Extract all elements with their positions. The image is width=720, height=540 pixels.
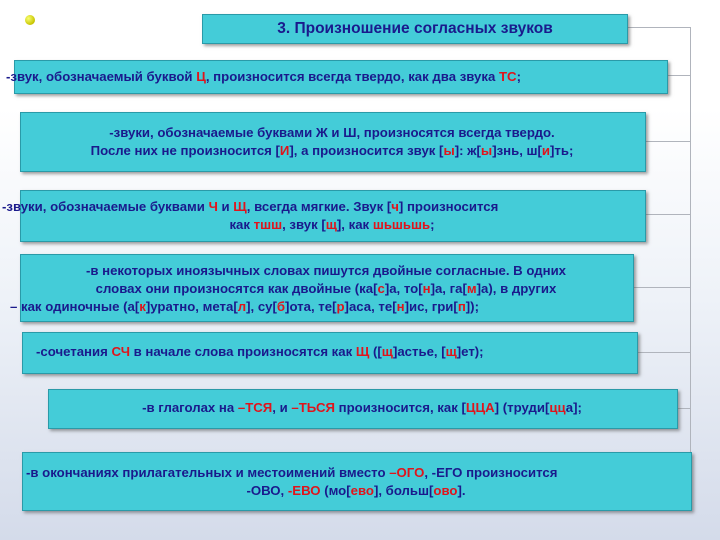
rule-text: После них не произносится [ bbox=[90, 143, 280, 158]
rule-text: ]ота, те[ bbox=[285, 299, 337, 314]
highlight-text: щ bbox=[381, 344, 393, 359]
highlight-text: к bbox=[139, 299, 146, 314]
rule-text: ]знь, ш[ bbox=[492, 143, 542, 158]
highlight-text: ово bbox=[433, 483, 458, 498]
highlight-text: ы bbox=[480, 143, 493, 158]
highlight-text: СЧ bbox=[111, 344, 130, 359]
highlight-text: Ч bbox=[208, 199, 218, 214]
rule-text: ([ bbox=[369, 344, 382, 359]
highlight-text: –ТСЯ bbox=[237, 400, 273, 415]
highlight-text: ы bbox=[443, 143, 455, 158]
rule-text: ]ет); bbox=[456, 344, 484, 359]
rule-line bbox=[20, 124, 644, 141]
highlight-text: н bbox=[396, 299, 405, 314]
rule-text: -в окончаниях прилагательных и местоимений вместо bbox=[26, 465, 390, 480]
rule-text: ]ис, гри[ bbox=[404, 299, 458, 314]
rule-text: , всегда мягкие. Звук [ bbox=[246, 199, 392, 214]
rule-line bbox=[20, 216, 644, 233]
slide-title: 3. Произношение согласных звуков bbox=[202, 14, 628, 44]
highlight-text: ТС bbox=[498, 69, 517, 84]
rule-text: ; bbox=[516, 69, 521, 84]
rule-text: ]. bbox=[457, 483, 466, 498]
rule-text: -звуки, обозначаемые буквами Ж и Ш, произносятся всегда твердо. bbox=[109, 125, 555, 140]
rule-text: (мо[ bbox=[320, 483, 351, 498]
connector-line bbox=[645, 214, 690, 215]
highlight-text: –ТЬСЯ bbox=[291, 400, 335, 415]
highlight-text: тшш bbox=[253, 217, 283, 232]
rule-text: -в глаголах на bbox=[142, 400, 238, 415]
rule-text: , произносится всегда твердо, как два звука bbox=[205, 69, 499, 84]
rule-line bbox=[22, 482, 690, 499]
connector-line bbox=[690, 27, 691, 465]
highlight-text: Щ bbox=[355, 344, 370, 359]
rule-text: – как одиночные (а[ bbox=[10, 299, 140, 314]
bullet-icon bbox=[25, 15, 35, 25]
rule-text: ]уратно, мета[ bbox=[145, 299, 238, 314]
highlight-text: п bbox=[457, 299, 466, 314]
rule-text: как bbox=[229, 217, 254, 232]
highlight-text: и bbox=[541, 143, 551, 158]
highlight-text: н bbox=[422, 281, 431, 296]
connector-line bbox=[633, 287, 690, 288]
rule-text: -ОВО, bbox=[246, 483, 288, 498]
rule-text: ], больш[ bbox=[373, 483, 434, 498]
rule-text: произносится, как [ bbox=[334, 400, 466, 415]
rule-text: -звук, обозначаемый буквой bbox=[6, 69, 197, 84]
rule-line bbox=[10, 142, 654, 159]
rule-text: и bbox=[217, 199, 234, 214]
rule-line bbox=[2, 198, 498, 215]
rule-text: ]а, то[ bbox=[384, 281, 423, 296]
highlight-text: щ bbox=[325, 217, 337, 232]
highlight-text: -ЕВО bbox=[287, 483, 321, 498]
rule-text: ] произносится bbox=[398, 199, 499, 214]
rule-text: ], как bbox=[336, 217, 373, 232]
rule-text: словах они произносятся как двойные (ка[ bbox=[95, 281, 378, 296]
rule-line bbox=[20, 262, 632, 279]
rule-line bbox=[10, 298, 479, 315]
rule-text: , -ЕГО произносится bbox=[424, 465, 558, 480]
rule-text: а]; bbox=[565, 400, 582, 415]
rule-line bbox=[36, 343, 484, 360]
rule-text: ]ть; bbox=[550, 143, 574, 158]
rule-text: ] (труди[ bbox=[494, 400, 550, 415]
rule-text: , и bbox=[272, 400, 292, 415]
rule-text: -сочетания bbox=[36, 344, 112, 359]
rule-line bbox=[6, 68, 521, 85]
rule-text: в начале слова произносятся как bbox=[129, 344, 356, 359]
rule-text: ]а), в других bbox=[476, 281, 557, 296]
rule-text: ]а, га[ bbox=[430, 281, 467, 296]
highlight-text: Ц bbox=[196, 69, 206, 84]
rule-text: ]аса, те[ bbox=[344, 299, 397, 314]
highlight-text: р bbox=[336, 299, 345, 314]
highlight-text: И bbox=[279, 143, 290, 158]
highlight-text: Щ bbox=[233, 199, 247, 214]
connector-line bbox=[628, 27, 690, 28]
rule-text: ]астье, [ bbox=[392, 344, 446, 359]
rule-text: ; bbox=[430, 217, 435, 232]
highlight-text: щ bbox=[445, 344, 457, 359]
rule-text: ]: ж[ bbox=[454, 143, 481, 158]
rule-text: , звук [ bbox=[282, 217, 326, 232]
rule-text: ]); bbox=[465, 299, 479, 314]
highlight-text: б bbox=[276, 299, 286, 314]
connector-line bbox=[637, 352, 690, 353]
rule-text: ], а произносится звук [ bbox=[289, 143, 444, 158]
rule-text: -звуки, обозначаемые буквами bbox=[2, 199, 209, 214]
connector-line bbox=[678, 408, 690, 409]
rule-line bbox=[26, 464, 557, 481]
highlight-text: –ОГО bbox=[389, 465, 425, 480]
highlight-text: шьшьшь bbox=[372, 217, 431, 232]
highlight-text: цц bbox=[549, 400, 566, 415]
highlight-text: ч bbox=[391, 199, 399, 214]
highlight-text: с bbox=[377, 281, 385, 296]
connector-line bbox=[668, 75, 690, 76]
rule-text: -в некоторых иноязычных словах пишутся двойные согласные. В одних bbox=[85, 263, 567, 278]
highlight-text: ЦЦА bbox=[465, 400, 495, 415]
highlight-text: л bbox=[237, 299, 247, 314]
rule-text: ], су[ bbox=[246, 299, 277, 314]
highlight-text: ево bbox=[350, 483, 374, 498]
rule-line bbox=[48, 399, 676, 416]
rule-line bbox=[20, 280, 632, 297]
highlight-text: м bbox=[466, 281, 477, 296]
